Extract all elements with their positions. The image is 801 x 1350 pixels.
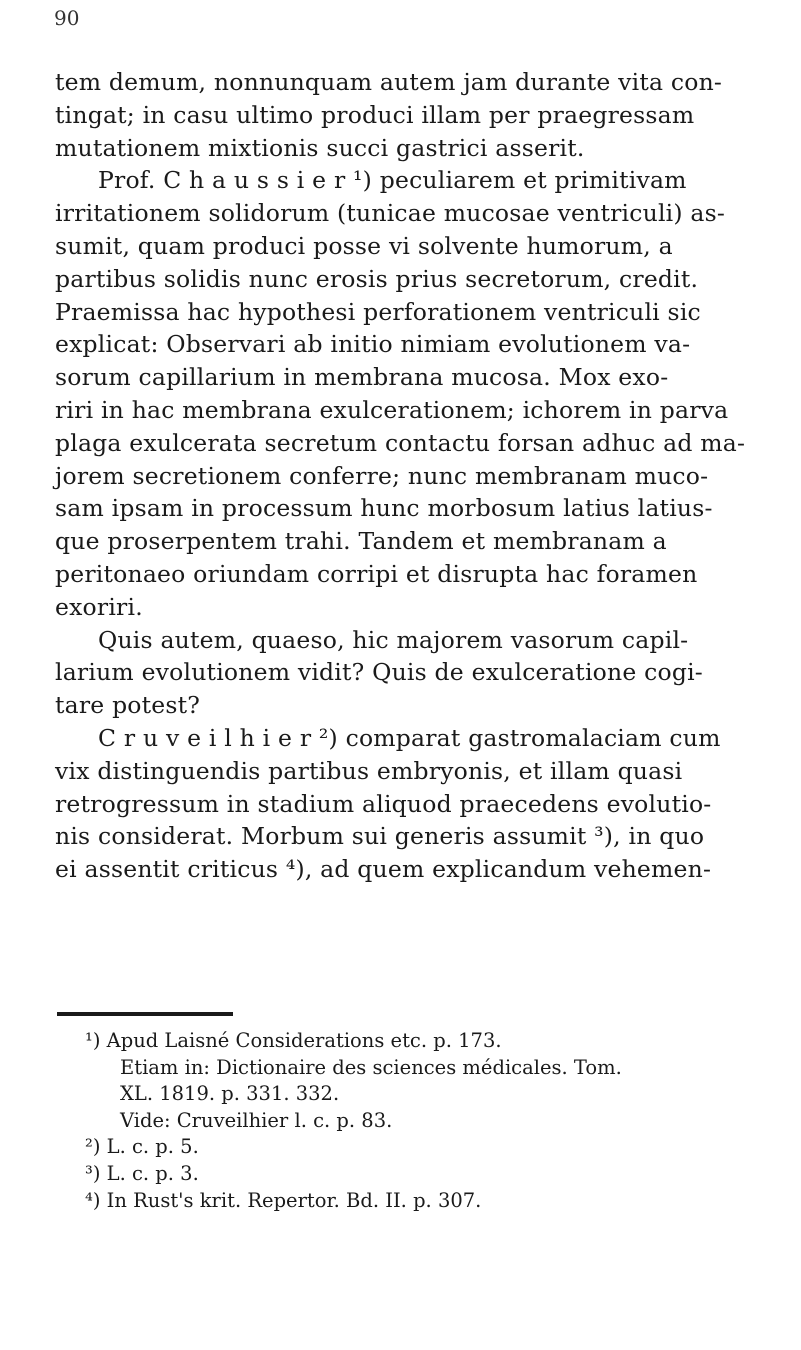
footnotes-block	[85, 1028, 775, 1214]
text-line: sam ipsam in processum hunc morbosum latius latius-	[55, 494, 713, 523]
text-line: tare potest?	[55, 691, 201, 720]
text-line: larium evolutionem vidit? Quis de exulceratione cogi-	[55, 658, 703, 687]
footnote-line: ²) L. c. p. 5.	[85, 1135, 199, 1159]
footnote-line: Etiam in: Dictionaire des sciences médicales. Tom.	[120, 1055, 622, 1079]
text-line: Prof. C h a u s s i e r ¹) peculiarem et primitivam	[98, 166, 687, 195]
text-line: explicat: Observari ab initio nimiam evolutionem va-	[55, 330, 691, 359]
text-line: C r u v e i l h i e r ²) comparat gastromalaciam cum	[98, 723, 721, 752]
footnote-line: ¹) Apud Laisné Considerations etc. p. 173.	[85, 1029, 502, 1052]
text-line: ei assentit criticus ⁴), ad quem explicandum vehemen-	[55, 855, 712, 884]
text-line: sumit, quam produci posse vi solvente humorum, a	[55, 231, 673, 260]
text-line: nis considerat. Morbum sui generis assumit ³), in quo	[55, 822, 705, 851]
text-line: peritonaeo oriundam corripi et disrupta hac foramen	[55, 559, 698, 588]
text-line: mutationem mixtionis succi gastrici asserit.	[55, 133, 585, 162]
main-text-block	[55, 66, 770, 886]
text-line: jorem secretionem conferre; nunc membranam muco-	[55, 461, 709, 490]
text-line: retrogressum in stadium aliquod praecedens evolutio-	[55, 789, 712, 818]
footnote-line: Vide: Cruveilhier l. c. p. 83.	[120, 1108, 393, 1132]
text-line: que proserpentem trahi. Tandem et membranam a	[55, 527, 667, 556]
footnote-line: ⁴) In Rust's krit. Repertor. Bd. II. p. 307.	[85, 1188, 482, 1212]
text-line: irritationem solidorum (tunicae mucosae ventriculi) as-	[55, 199, 726, 228]
text-line: plaga exulcerata secretum contactu forsan adhuc ad ma-	[55, 428, 746, 457]
text-line: tingat; in casu ultimo produci illam per praegressam	[55, 100, 695, 129]
text-line: partibus solidis nunc erosis prius secretorum, credit.	[55, 264, 699, 293]
text-line: exoriri.	[55, 592, 143, 621]
text-line: riri in hac membrana exulcerationem; ichorem in parva	[55, 395, 729, 424]
footnote-line: XL. 1819. p. 331. 332.	[120, 1082, 340, 1106]
text-line: Quis autem, quaeso, hic majorem vasorum capil-	[98, 625, 689, 654]
page-number: 90	[54, 6, 80, 30]
text-line: sorum capillarium in membrana mucosa. Mox exo-	[55, 363, 669, 392]
footnote-separator	[57, 1012, 233, 1016]
text-line: Praemissa hac hypothesi perforationem ventriculi sic	[55, 297, 701, 326]
text-line: vix distinguendis partibus embryonis, et illam quasi	[55, 756, 683, 785]
text-line: tem demum, nonnunquam autem jam durante vita con-	[55, 68, 723, 96]
footnote-line: ³) L. c. p. 3.	[85, 1161, 199, 1185]
